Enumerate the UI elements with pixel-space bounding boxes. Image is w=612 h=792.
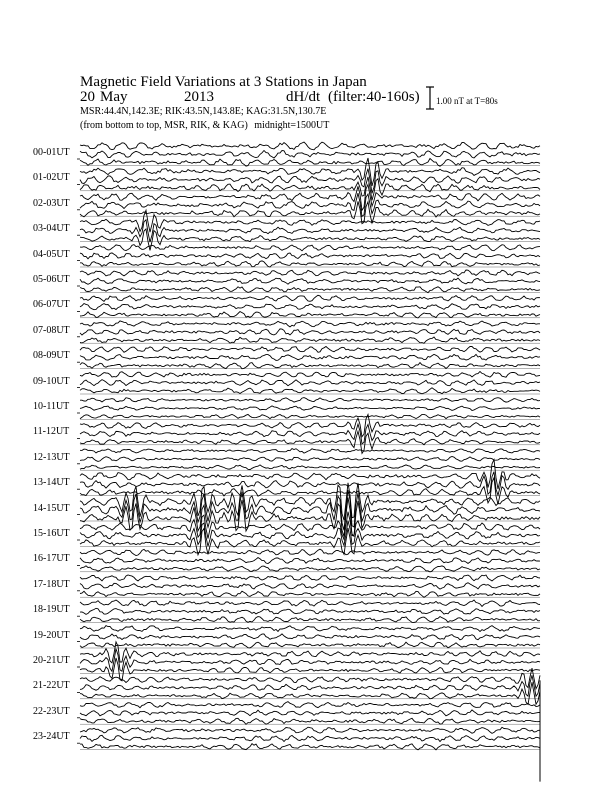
order-note: (from bottom to top, MSR, RIK, & KAG) [80, 120, 248, 131]
hour-label: 06-07UT [33, 299, 70, 311]
chart-title: Magnetic Field Variations at 3 Stations in Japan [80, 74, 367, 90]
station-trace [80, 668, 540, 689]
date-year: 2013 [184, 89, 214, 105]
station-trace [80, 498, 540, 537]
station-trace [80, 591, 540, 597]
station-trace [80, 337, 540, 343]
station-trace [80, 414, 540, 418]
station-trace [80, 398, 540, 403]
station-trace [80, 253, 540, 259]
station-trace [80, 649, 540, 672]
hour-label: 23-24UT [33, 731, 70, 743]
station-trace [80, 261, 540, 267]
station-trace [80, 465, 540, 470]
date-month: May [100, 89, 128, 105]
hour-label: 19-20UT [33, 629, 70, 641]
filter-label: (filter:40-160s) [328, 89, 420, 105]
hour-label: 02-03UT [33, 197, 70, 209]
station-trace [80, 278, 540, 284]
station-trace [80, 151, 540, 159]
hour-label: 09-10UT [33, 375, 70, 387]
station-trace [80, 626, 540, 632]
station-trace [80, 617, 540, 623]
station-trace [80, 558, 540, 564]
station-trace [80, 490, 540, 530]
station-trace [80, 159, 540, 167]
station-trace [80, 287, 540, 293]
station-trace [80, 600, 540, 606]
hour-label: 22-23UT [33, 705, 70, 717]
station-trace [80, 675, 540, 696]
station-trace [80, 142, 540, 150]
hour-label: 13-14UT [33, 477, 70, 489]
station-trace [80, 710, 540, 716]
station-trace [80, 304, 540, 310]
station-trace [80, 270, 540, 276]
date-day: 20 [80, 89, 95, 105]
station-trace [80, 528, 540, 555]
station-trace [80, 735, 540, 741]
station-trace [80, 449, 540, 454]
station-trace [80, 583, 540, 589]
hour-label: 08-09UT [33, 350, 70, 362]
station-trace [80, 363, 540, 369]
station-trace [80, 312, 540, 319]
station-trace [80, 549, 540, 555]
station-trace [80, 354, 540, 360]
hour-label: 15-16UT [33, 528, 70, 539]
hour-label: 04-05UT [33, 248, 70, 260]
hour-label: 18-19UT [33, 604, 70, 616]
quantity-label: dH/dt [286, 89, 321, 105]
station-trace [80, 372, 540, 378]
station-trace [80, 380, 540, 386]
station-trace [80, 472, 540, 496]
station-trace [80, 295, 540, 301]
hour-label: 03-04UT [33, 223, 70, 235]
station-trace [80, 406, 540, 411]
station-coordinates: MSR:44.4N,142.3E; RIK:43.5N,143.8E; KAG:31.5N,130.7E [80, 106, 327, 117]
station-trace [80, 608, 540, 614]
hour-label: 12-13UT [33, 451, 70, 463]
station-trace [80, 727, 540, 733]
station-trace [80, 329, 540, 335]
station-trace [80, 682, 540, 704]
station-trace [80, 457, 540, 462]
scale-bar-label: 1.00 nT at T=80s [436, 96, 498, 106]
station-trace [80, 702, 540, 708]
hour-label: 10-11UT [33, 401, 70, 412]
station-trace [80, 483, 540, 520]
station-trace [80, 388, 540, 394]
station-trace [80, 642, 540, 648]
station-trace [80, 566, 540, 572]
hour-label: 07-08UT [33, 324, 70, 336]
hour-label: 21-22UT [33, 680, 70, 692]
hour-label: 00-01UT [33, 147, 70, 158]
hour-label: 01-02UT [33, 172, 70, 184]
station-trace [80, 634, 540, 640]
station-trace [80, 347, 540, 353]
hour-label: 11-12UT [33, 426, 70, 438]
hour-label: 16-17UT [33, 553, 70, 565]
station-trace [80, 321, 540, 327]
station-trace [80, 718, 540, 724]
hour-label: 20-21UT [33, 655, 70, 666]
midnight-note: midnight=1500UT [254, 120, 330, 131]
station-trace [80, 575, 540, 581]
hour-label: 14-15UT [33, 502, 70, 514]
hour-label: 17-18UT [33, 578, 70, 590]
hour-label: 05-06UT [33, 274, 70, 285]
station-trace [80, 744, 540, 750]
